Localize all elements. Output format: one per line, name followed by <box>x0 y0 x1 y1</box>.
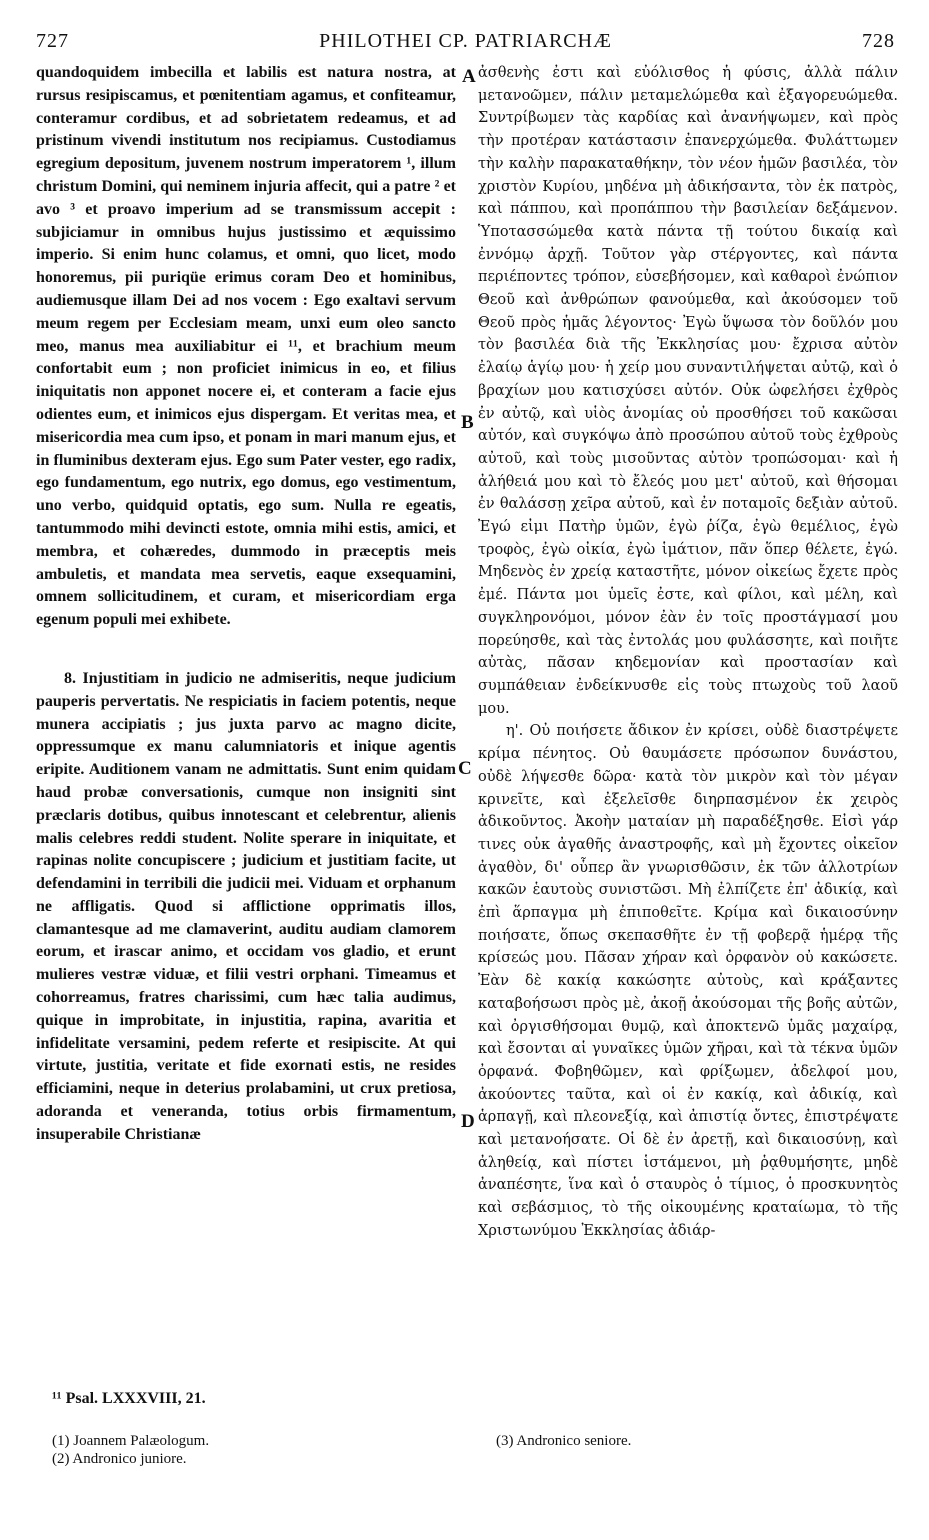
latin-paragraph-1: quandoquidem imbecilla et labilis est natura nostra, at rursus resipiscamus, et pœnitentiam agamus, et confiteamur, conteramur cordibus, et ad sobrietatem redeamus, et ad pristinum vivendi institutum nos recipiamus. Custodiamus egregium depositum, juvenem nostrum imperatorem ¹, illum christum Domini, qui neminem injuria affecit, qui a patre ² et avo ³ et proavo imperium ad se transmissum accepit : subjiciamur in omnibus hujus justissimo et æquissimo imperio. Si enim hunc colamus, et omni, quo licet, modo honoremus, pii puriqüe erimus coram Deo et hominibus, audiemusque illam Dei ad nos vocem : Ego exaltavi servum meum regem per Ecclesiam meam, unxi eum oleo sancto meo, manus mea auxiliabitur ei ¹¹, et brachium meum confortabit eum ; non proficiet inimicus in eo, et filius iniquitatis non apponet nocere ei, et conteram a facie ejus odientes eum, et inimicos ejus dispergam. Et veritas mea, et misericordia mea cum ipso, et ponam in mari manum ejus, et in fluminibus dexteram ejus. Ego sum Pater vester, ego radix, ego fundamentum, ego nutrix, ego domus, ego vestimentum, uno verbo, quidquid optatis, ego sum. Nulla re egeatis, tantummodo mihi devincti estote, omnia mihi estis, amici, et membra, et cohæredes, dummodo in præceptis meis ambuletis, et mandata mea servetis, eaque exsequamini, omnem sollicitudinem, et curam, et misericordiam erga egenum populi mei exhibete. <box>36 64 456 629</box>
footnote-2: (2) Andronico juniore. <box>52 1451 187 1467</box>
greek-paragraph-1: ἀσθενὴς ἐστι καὶ εὐόλισθος ἡ φύσις, ἀλλὰ πάλιν μετανοῶμεν, πάλιν μεταμελώμεθα καὶ ἐξαγορευώμεθα. Συντρίβωμεν τὰς καρδίας καὶ ἀνανήψωμεν, καὶ πρὸς τὴν προτέραν κατάστασιν ἐπανερχώμεθα. Φυλάττωμεν τὴν καλὴν παρακαταθήκην, τὸν νέον ἡμῶν βασιλέα, τὸν χριστὸν Κυρίου, μηδένα μὴ ἀδικήσαντα, τὸν ἐκ πατρὸς, καὶ πάππου, καὶ προπάππου τὴν βασιλείαν δεξάμενον. Ὑποτασσώμεθα κατὰ πάντα τῇ τούτου δικαίᾳ καὶ ἐννόμῳ ἀρχῇ. Τοῦτον γὰρ στέργοντες, καὶ πάντα περιέποντες τρόπον, εὐσεβήσομεν, καὶ καθαροὶ ἐνώπιον Θεοῦ καὶ ἀνθρώπων φανούμεθα, καὶ ἀκούσομεν τοῦ Θεοῦ πρὸς ἡμᾶς λέγοντος· Ἐγὼ ὕψωσα τὸν δοῦλόν μου τὸν βασιλέα διὰ τῆς Ἐκκλησίας μου· ἔχρισα αὐτὸν ἐλαίῳ ἁγίῳ μου· ἡ χείρ μου συναντιλήψεται αὐτῷ, καὶ ὁ βραχίων μου κατισχύσει αὐτόν. Οὐκ ὠφελήσει ἐχθρὸς ἐν αὐτῷ, καὶ υἱὸς ἀνομίας οὐ προσθήσει τοῦ κακῶσαι αὐτόν, καὶ συγκόψω ἀπὸ προσώπου αὐτοῦ τοὺς ἐχθροὺς αὐτοῦ, καὶ τοὺς μισοῦντας αὐτὸν τροπώσομαι· καὶ ἡ ἀλήθειά μου καὶ τὸ ἔλεός μου μετ' αὐτοῦ, καὶ θήσομαι ἐν θαλάσσῃ χεῖρα αὐτοῦ, καὶ ἐν ποταμοῖς δεξιὰν αὐτοῦ. Ἐγώ εἰμι Πατὴρ ὑμῶν, ἐγὼ ῥίζα, ἐγὼ θεμέλιος, ἐγὼ τροφὸς, ἐγὼ οἰκία, ἐγὼ ἱμάτιον, πᾶν ὅπερ θέλετε, ἐγώ. Μηδενὸς ἐν χρείᾳ καταστῆτε, μόνον οἰκείως ἔχετε πρὸς ἐμέ. Πάντα μοι ὑμεῖς ἐστε, καὶ φίλοι, καὶ μέλη, καὶ συγκληρονόμοι, μόνον ἐὰν ἐν τοῖς προστάγμασί μου πορεύησθε, καὶ τὰς ἐντολάς μου φυλάσσητε, καὶ ποιῆτε αὐτὰς, πᾶσαν κηδεμονίαν καὶ προστασίαν καὶ συμπάθειαν ἐνδείκνυσθε εἰς τοὺς πτωχοὺς τοῦ λαοῦ μου. <box>478 65 898 717</box>
right-page-number: 728 <box>862 30 895 52</box>
section-marker-b: B <box>461 412 474 433</box>
page-header <box>36 30 895 56</box>
section-marker-c: C <box>458 758 472 779</box>
latin-column <box>36 62 456 1147</box>
section-marker-a: A <box>462 66 476 87</box>
left-page-number: 727 <box>36 30 69 52</box>
greek-column <box>478 62 898 1243</box>
footnotes-left <box>52 1432 209 1468</box>
footnotes-right <box>496 1432 631 1450</box>
latin-paragraph-2: 8. Injustitiam in judicio ne admiseritis, neque judicium pauperis pervertatis. Ne respiciatis in faciem potentis, neque munera accipiatis ; jus juxta parvo ac magno dicite, oppressumque ex manu calumniatoris et inique agentis eripite. Auditionem vanam ne admittatis. Sunt enim quidam haud probæ conversationis, cumque non insigniti sint præclaris dotibus, quibus innotescant et celebrentur, alienis malis celebres reddi student. Nolite sperare in iniquitate, et rapinas nolite concupiscere ; judicium et justitiam facite, ut defendamini in terribili die judicii mei. Viduam et orphanum ne affligatis. Quod si afflictione opprimatis illos, clamantesque ad me clamaverint, auditu audiam clamorem eorum, et irascar animo, et occidam vos gladio, et erunt mulieres vestræ viduæ, et filii vestri orphani. Timeamus et cohorreamus, fratres charissimi, cum hæc talia audimus, quique in improbitate, in injustitia, rapina, avaritia et infidelitate versamini, pedem referte et resipiscite. At qui virtute, justitia, veritate et fide exornati estis, ne resides efficiamini, neque in deterius prolabamini, ut crux pretiosa, adoranda et veneranda, totius orbis firmamentum, insuperabile Christianæ <box>36 669 456 1143</box>
section-marker-d: D <box>461 1111 475 1132</box>
footnote-3: (3) Andronico seniore. <box>496 1433 632 1449</box>
running-title: PHILOTHEI CP. PATRIARCHÆ <box>319 30 612 52</box>
footnote-1: (1) Joannem Palæologum. <box>52 1433 210 1449</box>
scripture-footnote: ¹¹ Psal. LXXXVIII, 21. <box>52 1390 206 1407</box>
greek-paragraph-2: η'. Οὐ ποιήσετε ἄδικον ἐν κρίσει, οὐδὲ διαστρέψετε κρίμα πένητος. Οὐ θαυμάσετε πρόσωπον δυνάστου, οὐδὲ λήψεσθε δῶρα· κατὰ τὸν μικρὸν καὶ τὸν μέγαν κρινεῖτε, καὶ ἐξελεῖσθε διηρπασμένον ἐκ χειρὸς ἀδικοῦντος. Ἀκοὴν ματαίαν μὴ παραδέξησθε. Εἰσὶ γάρ τινες οὐκ ἀγαθῆς ἀναστροφῆς, καὶ μὴ ἔχοντες οἰκεῖον ἀγαθὸν, δι' οὗπερ ἂν γνωρισθῶσιν, ἐκ τῶν ἀλλοτρίων κακῶν ἑαυτοὺς συνιστῶσι. Μὴ ἐλπίζετε ἐπ' ἀδικίᾳ, καὶ ἐπὶ ἅρπαγμα μὴ ἐπιποθεῖτε. Κρίμα καὶ δικαιοσύνην ποιήσατε, ὅπως σκεπασθῆτε ἐν τῇ φοβερᾷ ἡμέρᾳ τῆς κρίσεώς μου. Πᾶσαν χήραν καὶ ὀρφανὸν οὐ κακώσετε. Ἐὰν δὲ κακίᾳ κακώσητε αὐτοὺς, καὶ κράξαντες καταβοήσωσι πρὸς μὲ, ἀκοῇ ἀκούσομαι τῆς βοῆς αὐτῶν, καὶ ὀργισθήσομαι θυμῷ, καὶ ἀποκτενῶ ὑμᾶς μαχαίρᾳ, καὶ ἔσονται αἱ γυναῖκες ὑμῶν χῆραι, καὶ τὰ τέκνα ὑμῶν ὀρφανά. Φοβηθῶμεν, καὶ φρίξωμεν, ἀδελφοί μου, ἀκούοντες ταῦτα, καὶ οἱ ἐν κακίᾳ, καὶ ἀδικίᾳ, καὶ ἁρπαγῇ, καὶ πλεονεξίᾳ, καὶ ἀπιστίᾳ ὄντες, ἐπιστρέψατε καὶ μετανοήσατε. Οἱ δὲ ἐν ἀρετῇ, καὶ δικαιοσύνῃ, καὶ ἀληθείᾳ, καὶ πίστει ἱστάμενοι, μὴ ῥᾳθυμήσητε, μηδὲ ἀναπέσητε, ἵνα καὶ ὁ σταυρὸς ὁ τίμιος, ὁ προσκυνητὸς καὶ σεβάσμιος, τὸ τῆς οἰκουμένης κραταίωμα, τὸ τῆς Χριστωνύμου Ἐκκλησίας ἀδιάρ- <box>478 723 898 1239</box>
